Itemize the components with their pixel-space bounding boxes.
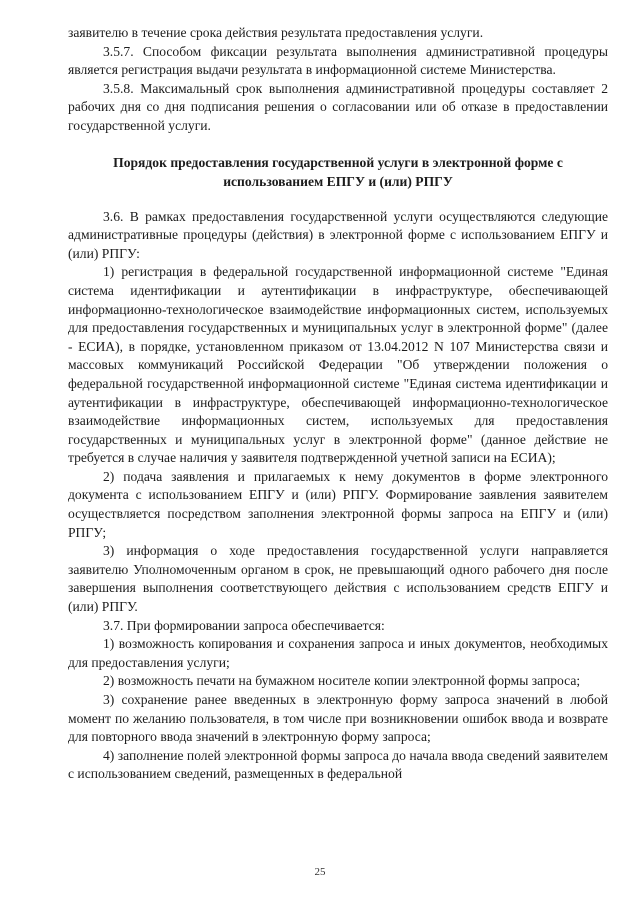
spacer <box>68 191 608 208</box>
list-item-application-submission: 2) подача заявления и прилагаемых к нему документов в форме электронного документа с использованием ЕПГУ и (или) РПГУ. Формирование заявления заявителем осуществляется посредством заполнения электронной формы запроса на ЕПГУ и (или) РПГУ; <box>68 468 608 540</box>
section-heading: Порядок предоставления государственной услуги в электронной форме с использованием ЕПГУ и (или) РПГУ <box>113 154 563 189</box>
page-number: 25 <box>314 866 326 878</box>
paragraph-3-7: 3.7. При формировании запроса обеспечивается: <box>103 617 385 633</box>
paragraph-3-5-7: 3.5.7. Способом фиксации результата выполнения административной процедуры является регистрация выдачи результата в информационной системе Министерства. <box>68 43 608 78</box>
list-item-progress-information: 3) информация о ходе предоставления государственной услуги направляется заявителю Уполномоченным органом в срок, не превышающий одного рабочего дня после завершения выполнения соответствующего действия с использованием средств ЕПГУ и (или) РПГУ. <box>68 543 608 615</box>
list-item-esia-registration: 1) регистрация в федеральной государственной информационной системе "Единая система идентификации и аутентификации в инфраструктуре, обеспечивающей информационно-технологическое взаимодействие информационных систем, используемых для предоставления государственных и муниципальных услуг в электронной форме" (далее - ЕСИА), в порядке, установленном приказом от 13.04.2012 N 107 Министерства связи и массовых коммуникаций Российской Федерации "Об утверждении положения о федеральной государственной информационной системе "Единая система идентификации и аутентификации в инфраструктуре, обеспечивающей информационно-технологическое взаимодействие информационных систем, используемых для предоставления государственных и муниципальных услуг в электронной форме" (данное действие не требуется в случае наличия у заявителя подтвержденной учетной записи на ЕСИА); <box>68 264 608 466</box>
list-item-print: 2) возможность печати на бумажном носителе копии электронной формы запроса; <box>103 673 581 689</box>
list-item-copy-save: 1) возможность копирования и сохранения запроса и иных документов, необходимых для предоставления услуги; <box>68 636 608 670</box>
list-item-save-values: 3) сохранение ранее введенных в электронную форму запроса значений в любой момент по желанию пользователя, в том числе при возникновении ошибок ввода и возврате для повторного ввода значений в электронную форму запроса; <box>68 692 608 745</box>
paragraph-continuation: заявителю в течение срока действия результата предоставления услуги. <box>68 25 484 40</box>
list-item-prefill-fields: 4) заполнение полей электронной формы запроса до начала ввода сведений заявителем с использованием сведений, размещенных в федеральной <box>68 747 608 782</box>
paragraph-3-6: 3.6. В рамках предоставления государственной услуги осуществляются следующие административные процедуры (действия) в электронной форме с использованием ЕПГУ и (или) РПГУ: <box>68 208 608 261</box>
document-page <box>68 24 608 784</box>
paragraph-3-5-8: 3.5.8. Максимальный срок выполнения административной процедуры составляет 2 рабочих дня со дня подписания решения о согласовании или об отказе в предоставлении государственной услуги. <box>68 80 608 133</box>
spacer <box>68 136 608 153</box>
